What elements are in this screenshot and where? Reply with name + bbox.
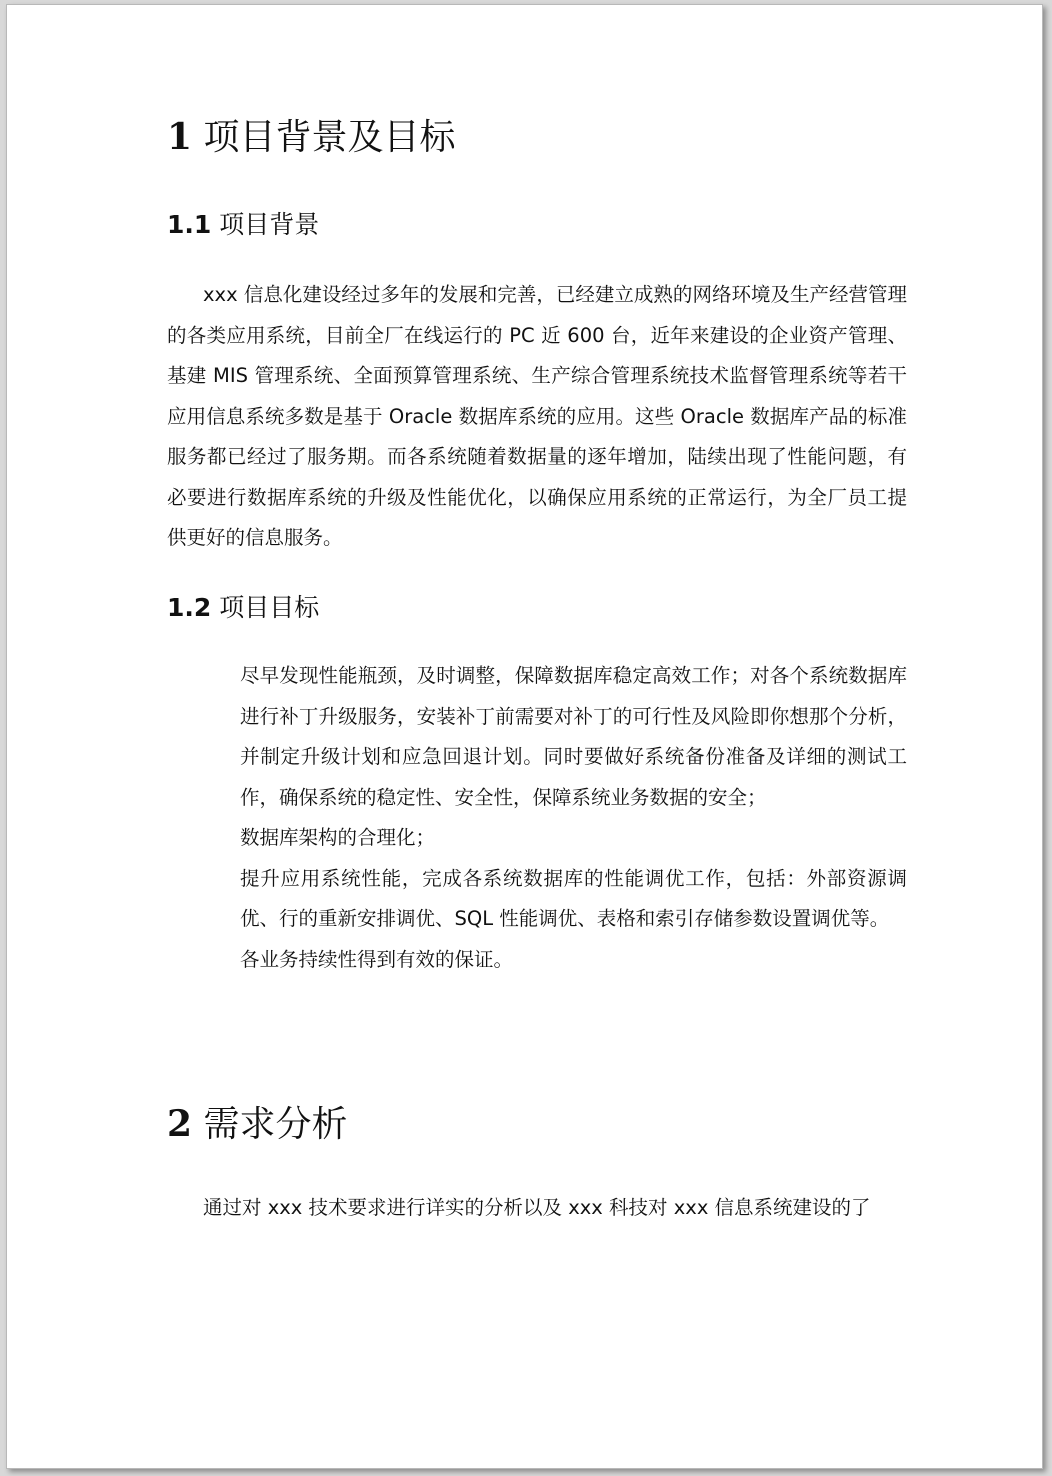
goals-list xyxy=(167,656,907,980)
heading-title: 需求分析 xyxy=(203,1104,348,1145)
list-item-text: 提升应用系统性能，完成各系统数据库的性能调优工作，包括：外部资源调优、行的重新安排调优、SQL 性能调优、表格和索引存储参数设置调优等。 xyxy=(240,866,907,930)
list-item xyxy=(167,818,907,859)
heading-number: 1.1 xyxy=(167,210,212,239)
heading-title: 项目背景及目标 xyxy=(203,117,456,158)
requirements-paragraph: 通过对 xxx 技术要求进行详实的分析以及 xxx 科技对 xxx 信息系统建设的了 xyxy=(203,1196,871,1219)
heading-section-2 xyxy=(167,1104,348,1145)
document-page xyxy=(6,4,1043,1469)
list-item-text: 各业务持续性得到有效的保证。 xyxy=(240,947,514,971)
heading-title: 项目目标 xyxy=(219,593,320,622)
heading-section-1-1 xyxy=(167,210,319,240)
heading-section-1 xyxy=(167,117,456,158)
list-item xyxy=(167,859,907,940)
heading-title: 项目背景 xyxy=(219,210,320,239)
heading-number: 1 xyxy=(167,116,193,158)
list-item-text: 尽早发现性能瓶颈，及时调整，保障数据库稳定高效工作；对各个系统数据库进行补丁升级服务，安装补丁前需要对补丁的可行性及风险即你想那个分析，并制定升级计划和应急回退计划。同时要做好系统备份准备及详细的测试工作，确保系统的稳定性、安全性，保障系统业务数据的安全； xyxy=(240,664,907,809)
heading-section-1-2 xyxy=(167,593,319,623)
heading-number: 2 xyxy=(167,1103,193,1145)
list-item xyxy=(167,656,907,818)
background-paragraph: xxx 信息化建设经过多年的发展和完善，已经建立成熟的网络环境及生产经营管理的各类应用系统，目前全厂在线运行的 PC 近 600 台，近年来建设的企业资产管理、基建 MIS 管理系统、全面预算管理系统、生产综合管理系统技术监督管理系统等若干应用信息系统多数是基于 Oracle 数据库系统的应用。这些 Oracle 数据库产品的标准服务都已经过了服务期。而各系统随着数据量的逐年增加，陆续出现了性能问题，有必要进行数据库系统的升级及性能优化，以确保应用系统的正常运行，为全厂员工提供更好的信息服务。 xyxy=(167,283,907,549)
heading-number: 1.2 xyxy=(167,593,212,622)
list-item-text: 数据库架构的合理化； xyxy=(240,826,436,849)
list-item xyxy=(167,940,907,981)
